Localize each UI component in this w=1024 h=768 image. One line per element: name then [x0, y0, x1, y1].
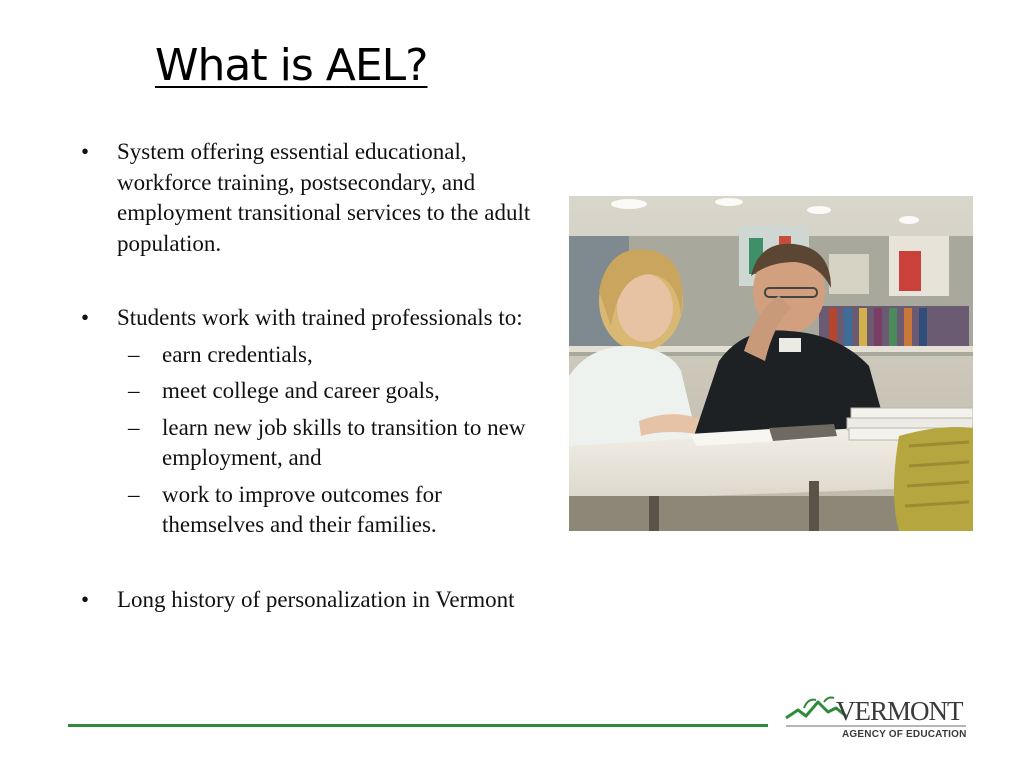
bullet-marker: • — [81, 305, 90, 330]
logo-subtitle: AGENCY OF EDUCATION — [842, 729, 967, 740]
dash-marker: – — [128, 341, 140, 367]
library-study-photo — [569, 196, 973, 531]
bullet-list — [75, 137, 545, 615]
sub-bullet-text: work to improve outcomes for themselves and their families. — [162, 481, 442, 537]
sub-bullet-text: learn new job skills to transition to new employment, and — [162, 414, 526, 470]
bullet-text: Long history of personalization in Vermont — [117, 586, 515, 612]
bullet-marker: • — [81, 139, 90, 164]
sub-bullet-item — [75, 376, 545, 407]
bullet-item — [75, 303, 545, 334]
sub-bullet-text: earn credentials, — [162, 341, 313, 367]
sub-bullet-item — [75, 340, 545, 371]
bullet-item — [75, 585, 545, 616]
dash-marker: – — [128, 378, 140, 403]
dash-marker: – — [128, 481, 140, 507]
bullet-text: Students work with trained professionals to: — [117, 305, 523, 330]
bullet-text: System offering essential educational, workforce training, postsecondary, and employment transitional services to the adult population. — [117, 139, 531, 256]
slide-title: What is AEL? — [155, 40, 428, 91]
footer-rule — [68, 724, 768, 727]
logo-wordmark: VERMONT — [836, 696, 963, 726]
dash-marker: – — [128, 414, 140, 440]
bullet-item — [75, 137, 545, 259]
sub-bullet-item — [75, 413, 545, 474]
bullet-marker: • — [81, 586, 90, 612]
sub-bullet-text: meet college and career goals, — [162, 378, 440, 403]
sub-bullet-item — [75, 480, 545, 541]
